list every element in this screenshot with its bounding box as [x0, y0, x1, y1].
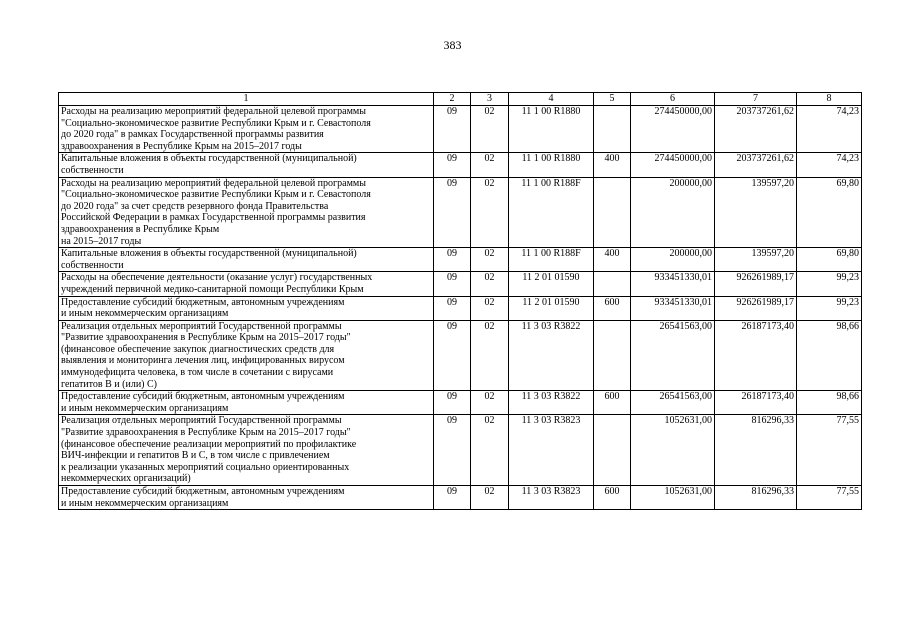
expense-type-cell: 600 [594, 391, 631, 415]
target-article-cell: 11 3 03 R3823 [509, 486, 594, 510]
target-article-cell: 11 2 01 01590 [509, 296, 594, 320]
subsection-cell: 02 [471, 320, 509, 391]
expense-type-cell: 600 [594, 296, 631, 320]
subsection-cell: 02 [471, 248, 509, 272]
table-header-row [59, 93, 862, 106]
target-article-cell: 11 3 03 R3822 [509, 391, 594, 415]
subsection-cell: 02 [471, 272, 509, 296]
percent-cell: 77,55 [797, 486, 862, 510]
section-cell: 09 [434, 248, 471, 272]
section-cell: 09 [434, 415, 471, 486]
target-article-cell: 11 3 03 R3823 [509, 415, 594, 486]
section-cell: 09 [434, 272, 471, 296]
row-name-cell: Предоставление субсидий бюджетным, автономным учреждениям и иным некоммерческим организациям [59, 486, 434, 510]
table-row [59, 391, 862, 415]
planned-amount-cell: 200000,00 [631, 177, 715, 248]
row-name-cell: Капитальные вложения в объекты государственной (муниципальной) собственности [59, 248, 434, 272]
actual-amount-cell: 26187173,40 [715, 320, 797, 391]
subsection-cell: 02 [471, 486, 509, 510]
row-name-cell: Расходы на обеспечение деятельности (оказание услуг) государственных учреждений первичной медико-санитарной помощи Республики Крым [59, 272, 434, 296]
table-row [59, 248, 862, 272]
row-name-cell: Предоставление субсидий бюджетным, автономным учреждениям и иным некоммерческим организациям [59, 296, 434, 320]
percent-cell: 77,55 [797, 415, 862, 486]
expense-type-cell [594, 320, 631, 391]
row-name-cell: Капитальные вложения в объекты государственной (муниципальной) собственности [59, 153, 434, 177]
section-cell: 09 [434, 106, 471, 153]
subsection-cell: 02 [471, 391, 509, 415]
percent-cell: 98,66 [797, 320, 862, 391]
expense-type-cell [594, 177, 631, 248]
row-name-cell: Предоставление субсидий бюджетным, автономным учреждениям и иным некоммерческим организациям [59, 391, 434, 415]
actual-amount-cell: 203737261,62 [715, 153, 797, 177]
table-row [59, 486, 862, 510]
actual-amount-cell: 816296,33 [715, 486, 797, 510]
planned-amount-cell: 26541563,00 [631, 320, 715, 391]
planned-amount-cell: 274450000,00 [631, 153, 715, 177]
planned-amount-cell: 274450000,00 [631, 106, 715, 153]
subsection-cell: 02 [471, 177, 509, 248]
target-article-cell: 11 2 01 01590 [509, 272, 594, 296]
column-header: 6 [631, 93, 715, 106]
row-name-cell: Реализация отдельных мероприятий Государственной программы "Развитие здравоохранения в Республике Крым на 2015–2017 годы" (финансовое обеспечение реализации мероприятий по профилактике ВИЧ-инфекции и гепатитов В и С, в том числе с привлечением к реализации указанных мероприятий социально ориентированных некоммерческих организаций) [59, 415, 434, 486]
table-row [59, 177, 862, 248]
budget-table [58, 92, 862, 510]
section-cell: 09 [434, 320, 471, 391]
planned-amount-cell: 200000,00 [631, 248, 715, 272]
table-row [59, 106, 862, 153]
section-cell: 09 [434, 486, 471, 510]
row-name-cell: Расходы на реализацию мероприятий федеральной целевой программы "Социально-экономическое развитие Республики Крым и г. Севастополя до 2020 года" за счет средств резервного фонда Правительства Российской Федерации в рамках Государственной программы развития здравоохранения в Республике Крым на 2015–2017 годы [59, 177, 434, 248]
section-cell: 09 [434, 153, 471, 177]
percent-cell: 74,23 [797, 106, 862, 153]
planned-amount-cell: 26541563,00 [631, 391, 715, 415]
actual-amount-cell: 816296,33 [715, 415, 797, 486]
expense-type-cell: 600 [594, 486, 631, 510]
table-row [59, 320, 862, 391]
percent-cell: 98,66 [797, 391, 862, 415]
column-header: 2 [434, 93, 471, 106]
table-row [59, 153, 862, 177]
target-article-cell: 11 1 00 R188F [509, 248, 594, 272]
percent-cell: 69,80 [797, 177, 862, 248]
planned-amount-cell: 933451330,01 [631, 272, 715, 296]
table-row [59, 272, 862, 296]
section-cell: 09 [434, 296, 471, 320]
column-header: 3 [471, 93, 509, 106]
section-cell: 09 [434, 391, 471, 415]
percent-cell: 99,23 [797, 296, 862, 320]
planned-amount-cell: 933451330,01 [631, 296, 715, 320]
actual-amount-cell: 139597,20 [715, 177, 797, 248]
column-header: 4 [509, 93, 594, 106]
table-row [59, 296, 862, 320]
subsection-cell: 02 [471, 153, 509, 177]
expense-type-cell [594, 415, 631, 486]
planned-amount-cell: 1052631,00 [631, 415, 715, 486]
expense-type-cell [594, 106, 631, 153]
target-article-cell: 11 1 00 R1880 [509, 153, 594, 177]
section-cell: 09 [434, 177, 471, 248]
row-name-cell: Расходы на реализацию мероприятий федеральной целевой программы "Социально-экономическое развитие Республики Крым и г. Севастополя до 2020 года" в рамках Государственной программы развития здравоохранения в Республике Крым на 2015–2017 годы [59, 106, 434, 153]
planned-amount-cell: 1052631,00 [631, 486, 715, 510]
subsection-cell: 02 [471, 106, 509, 153]
column-header: 5 [594, 93, 631, 106]
expense-type-cell: 400 [594, 248, 631, 272]
column-header: 7 [715, 93, 797, 106]
column-header: 8 [797, 93, 862, 106]
expense-type-cell: 400 [594, 153, 631, 177]
actual-amount-cell: 926261989,17 [715, 296, 797, 320]
actual-amount-cell: 926261989,17 [715, 272, 797, 296]
table-row [59, 415, 862, 486]
target-article-cell: 11 1 00 R188F [509, 177, 594, 248]
percent-cell: 99,23 [797, 272, 862, 296]
subsection-cell: 02 [471, 415, 509, 486]
column-header: 1 [59, 93, 434, 106]
percent-cell: 74,23 [797, 153, 862, 177]
target-article-cell: 11 1 00 R1880 [509, 106, 594, 153]
percent-cell: 69,80 [797, 248, 862, 272]
subsection-cell: 02 [471, 296, 509, 320]
actual-amount-cell: 203737261,62 [715, 106, 797, 153]
target-article-cell: 11 3 03 R3822 [509, 320, 594, 391]
actual-amount-cell: 139597,20 [715, 248, 797, 272]
row-name-cell: Реализация отдельных мероприятий Государственной программы "Развитие здравоохранения в Республике Крым на 2015–2017 годы" (финансовое обеспечение закупок диагностических средств для выявления и мониторинга лечения лиц, инфицированных вирусом иммунодефицита человека, в том числе в сочетании с вирусами гепатитов В и (или) С) [59, 320, 434, 391]
page-number: 383 [443, 38, 462, 52]
actual-amount-cell: 26187173,40 [715, 391, 797, 415]
expense-type-cell [594, 272, 631, 296]
